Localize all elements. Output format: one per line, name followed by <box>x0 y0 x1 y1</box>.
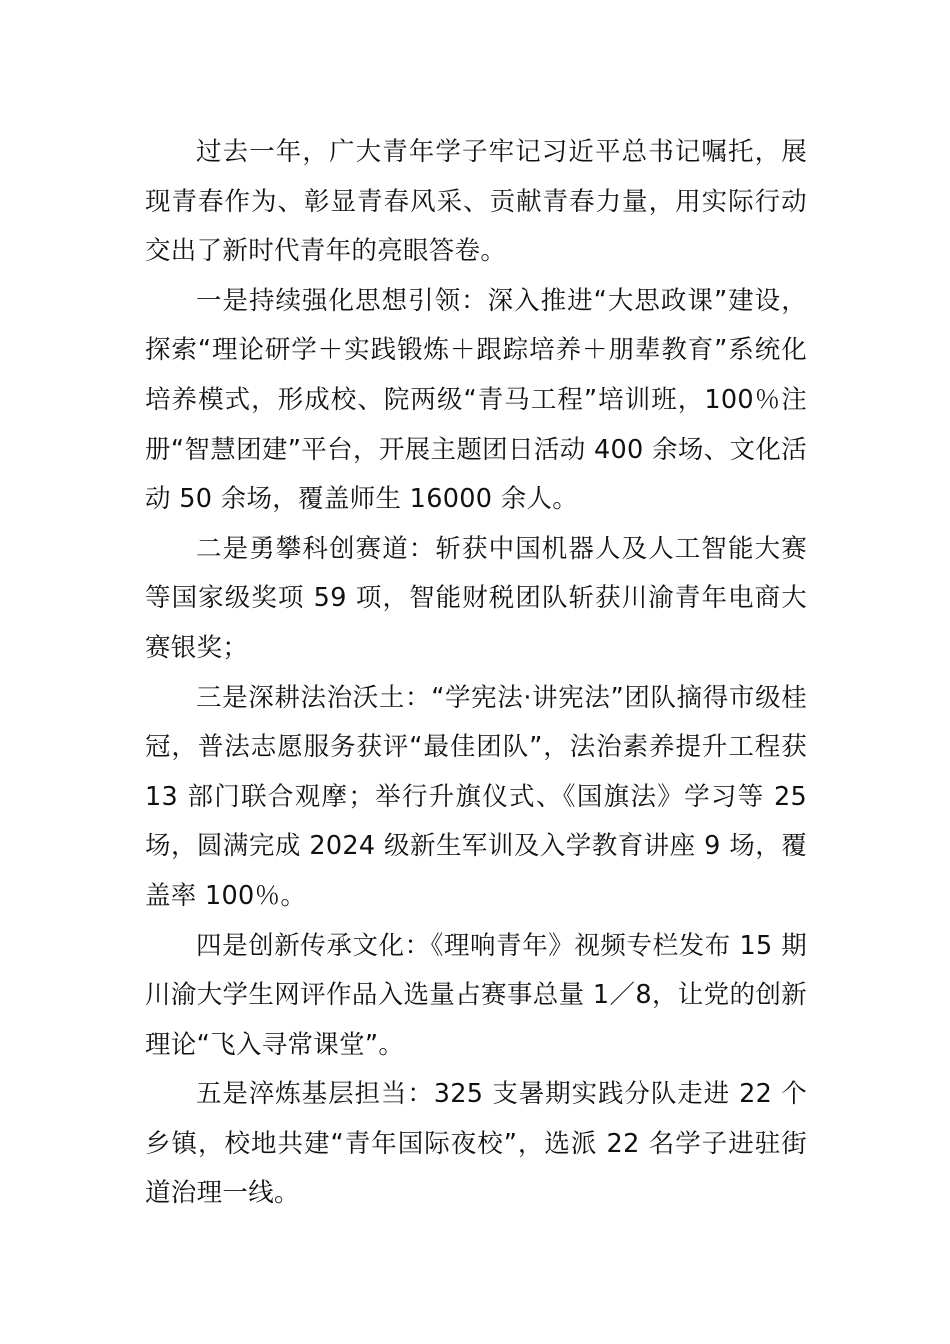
document-body <box>145 128 807 1219</box>
paragraph-point-5: 五是淬炼基层担当：325 支暑期实践分队走进 22 个乡镇，校地共建“青年国际夜校”，选派 22 名学子进驻街道治理一线。 <box>145 1079 807 1209</box>
paragraph-intro: 过去一年，广大青年学子牢记习近平总书记嘱托，展现青春作为、彰显青春风采、贡献青春力量，用实际行动交出了新时代青年的亮眼答卷。 <box>145 137 807 267</box>
paragraph-point-1: 一是持续强化思想引领：深入推进“大思政课”建设，探索“理论研学＋实践锻炼＋跟踪培养＋朋辈教育”系统化培养模式，形成校、院两级“青马工程”培训班，100％注册“智慧团建”平台，开展主题团日活动 400 余场、文化活动 50 余场，覆盖师生 16000 余人。 <box>145 285 807 515</box>
paragraph-point-3: 三是深耕法治沃土：“学宪法·讲宪法”团队摘得市级桂冠，普法志愿服务获评“最佳团队”，法治素养提升工程获 13 部门联合观摩；举行升旗仪式、《国旗法》学习等 25 场，圆满完成 2024 级新生军训及入学教育讲座 9 场，覆盖率 100％。 <box>145 682 807 911</box>
paragraph-point-2: 二是勇攀科创赛道：斩获中国机器人及人工智能大赛等国家级奖项 59 项，智能财税团队斩获川渝青年电商大赛银奖； <box>145 533 807 663</box>
paragraph-point-4: 四是创新传承文化：《理响青年》视频专栏发布 15 期川渝大学生网评作品入选量占赛事总量 1／8，让党的创新理论“飞入寻常课堂”。 <box>145 930 807 1060</box>
